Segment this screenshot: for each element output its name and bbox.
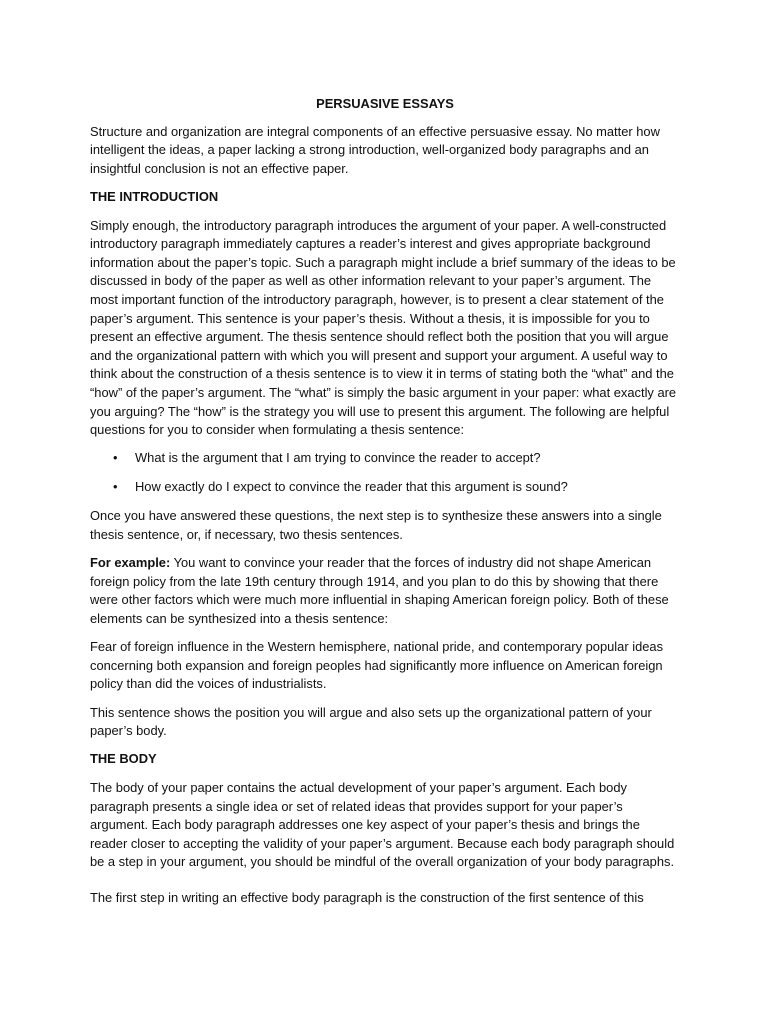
introduction-heading: THE INTRODUCTION — [90, 188, 219, 204]
synthesize-paragraph: Once you have answered these questions, the next step is to synthesize these answers into a single thesis sentence, or, if necessary, two thesis sentences. — [90, 508, 662, 543]
introduction-paragraph: Simply enough, the introductory paragraph introduces the argument of your paper. A well-constructed introductory paragraph immediately captures a reader’s interest and gives appropriate background information about the paper’s topic. Such a paragraph might include a brief summary of the ideas to be discussed in body of the paper as well as other information relevant to your paper’s argument. The most important function of the introductory paragraph, however, is to present a clear statement of the paper’s argument. This sentence is your paper’s thesis. Without a thesis, it is impossible for you to present an effective argument. The thesis sentence should reflect both the position that you will argue and the organizational pattern with which you will present and support your argument. A useful way to think about the construction of a thesis sentence is to view it in terms of stating both the “what” and the “how” of the paper’s argument. The “what” is simply the basic argument in your paper: what exactly are you arguing? The “how” is the strategy you will use to present this argument. The following are helpful questions for you to consider when formulating a thesis sentence: — [90, 217, 677, 438]
body-paragraph: The body of your paper contains the actual development of your paper’s argument. Each body paragraph presents a single idea or set of related ideas that provides support for your paper’s argument. Each body paragraph addresses one key aspect of your paper’s thesis and brings the reader closer to accepting the validity of your paper’s argument. Because each body paragraph should be a step in your argument, you should be mindful of the overall organization of your body paragraphs. — [90, 779, 675, 870]
document-title: PERSUASIVE ESSAYS — [316, 96, 454, 111]
body-heading: THE BODY — [90, 751, 157, 767]
thesis-example-paragraph: Fear of foreign influence in the Western hemisphere, national pride, and contemporary popular ideas concerning both expansion and foreign peoples had significantly more influence on American foreign policy than did the voices of industrialists. — [90, 639, 664, 692]
bullet-icon: • — [113, 450, 118, 466]
bullet-icon: • — [113, 479, 118, 495]
list-item-text: What is the argument that I am trying to convince the reader to accept? — [135, 450, 541, 466]
thesis-questions-list — [90, 449, 680, 497]
document-content — [90, 95, 680, 917]
list-item — [90, 449, 680, 468]
example-paragraph — [90, 554, 680, 628]
example-text: You want to convince your reader that the forces of industry did not shape American foreign policy from the late 19th century through 1914, and you plan to do this by showing that there were other factors which were much more influential in shaping American foreign policy. Both of these elements can be synthesized into a thesis sentence: — [90, 555, 669, 627]
list-item — [90, 478, 680, 497]
final-paragraph: The first step in writing an effective body paragraph is the construction of the first sentence of this — [90, 889, 644, 905]
list-item-text: How exactly do I expect to convince the reader that this argument is sound? — [135, 479, 568, 495]
thesis-explanation-paragraph: This sentence shows the position you will argue and also sets up the organizational pattern of your paper’s body. — [90, 704, 652, 739]
example-label: For example: — [90, 555, 171, 571]
intro-paragraph: Structure and organization are integral components of an effective persuasive essay. No matter how intelligent the ideas, a paper lacking a strong introduction, well-organized body paragraphs and an insightful conclusion is not an effective paper. — [90, 123, 660, 176]
